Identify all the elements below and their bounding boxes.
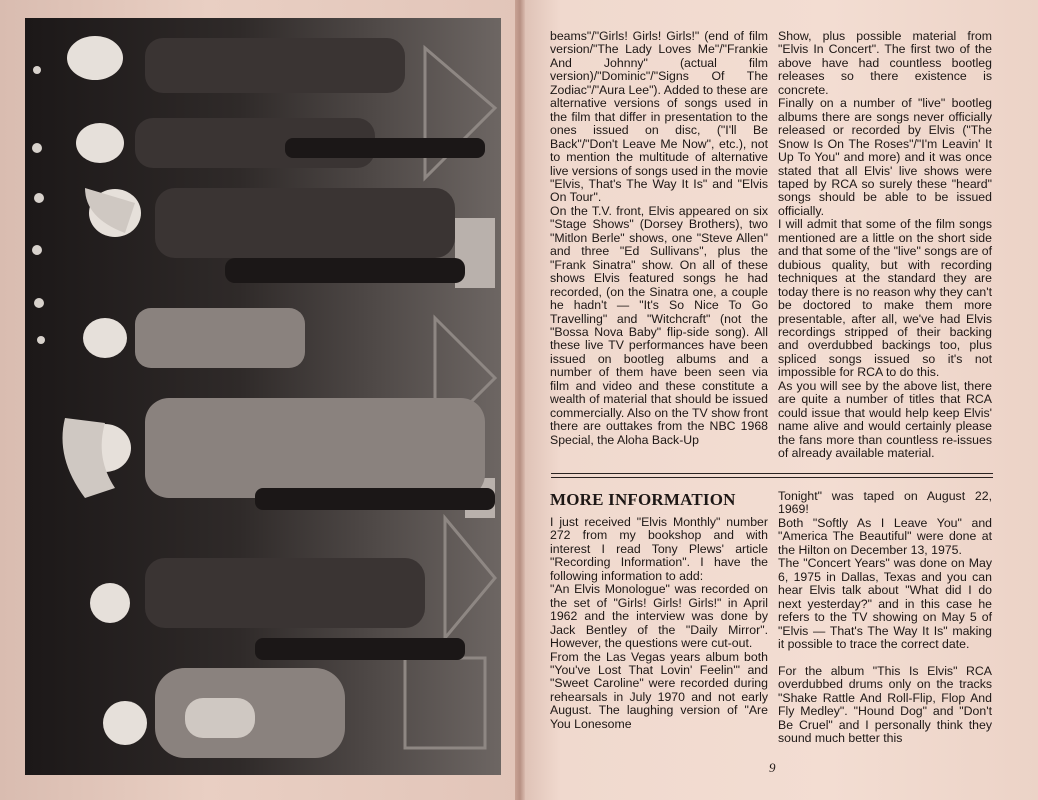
more-info-column-1: I just received "Elvis Monthly" number 272 from my bookshop and with interest I read Tony Plews' article "Recording Information". I have the following information to add: "An Elvis Monologue" was recorded on the set of "Girls! Girls! Girls!" in April 1962 and the interview was done by Jack Bentley of the "Daily Mirror". However, the questions were cut-out. From the Las Vegas years album both "You've Lost That Lovin' Feelin'" and "Sweet Caroline" were recorded during rehearsals in July 1970 and not early August. The laughing version of "Are You Lonesome <box>550 515 768 731</box>
page-number: 9 <box>769 760 776 775</box>
photo-icon <box>25 18 501 775</box>
article-column-2: Show, plus possible material from "Elvis In Concert". The first two of the above have had countless bootleg releases so there existence is concrete. Finally on a number of "live" bootleg albums there are songs never officially released or recorded by Elvis ("The Snow Is On The Roses"/"I'm Leavin' It Up To You" and more) and it was once stated that all Elvis' live shows were taped by RCA so surely these "heard" songs should be able to be issued officially. I will admit that some of the film songs mentioned are a little on the short side and that some of the "live" songs are of dubious quality, but with recording techniques at the standard they are today there is no reason why they can't be doctored to make them more presentable, after all, we've had Elvis recordings stripped of their backing and overdubbed backings too, plus spliced songs issued so it's not impossible for RCA to do this. As you will see by the above list, there are quite a number of titles that RCA could issue that would help keep Elvis' name alive and would certainly please the fans more than countless re-issues of already available material. <box>778 29 992 461</box>
more-info-column-2: Tonight" was taped on August 22, 1969! Both "Softly As I Leave You" and "America The Beautiful" were done at the Hilton on December 13, 1975. The "Concert Years" was done on May 6, 1975 in Dallas, Texas and you can hear Elvis talk about "What did I do next yesterday?" and in this case he refers to the TV showing on May 5 of "Elvis — That's The Way It Is" making it possible to trace the correct date. For the album "This Is Elvis" RCA overdubbed drums only on the tracks "Shake Rattle And Roll-Flip, Flop And Fly Medley". "Hound Dog" and "Don't Be Cruel" and I personally think they sound much better this <box>778 489 992 746</box>
movie-still-photo <box>25 18 501 775</box>
book-spine <box>515 0 525 800</box>
section-heading: MORE INFORMATION <box>550 490 736 509</box>
article-column-1: beams"/"Girls! Girls! Girls!" (end of film version/"The Lady Loves Me"/"Frankie And Johnny" (actual film version)/"Dominic"/"Signs Of The Zodiac"/"Aura Lee"). Added to these are alternative versions of songs used in the film that differ in presentation to the ones issued on disc, ("I'll Be Back"/"Don't Leave Me Now", etc.), not to mention the multitude of alternative live versions of songs used in the movie "Elvis, That's The Way It Is" and "Elvis On Tour". On the T.V. front, Elvis appeared on six "Stage Shows" (Dorsey Brothers), two "Mitlon Berle" shows, one "Steve Allen" and three "Ed Sullivans", plus the "Frank Sinatra" show. On all of these shows Elvis featured songs he had recorded, (on the Sinatra one, a couple he hadn't — "It's So Nice To Go Travelling" and "Witchcraft" (not the "Bossa Nova Baby" flip-side song). All these live TV performances have been issued on bootleg albums and a number of them have been seen via film and video and these constitute a wealth of material that should be issued commercially. Also on the TV show front there are outtakes from the NBC 1968 Special, the Aloha Back-Up <box>550 29 768 447</box>
section-divider-top <box>551 473 993 474</box>
section-divider-bottom <box>551 477 993 478</box>
